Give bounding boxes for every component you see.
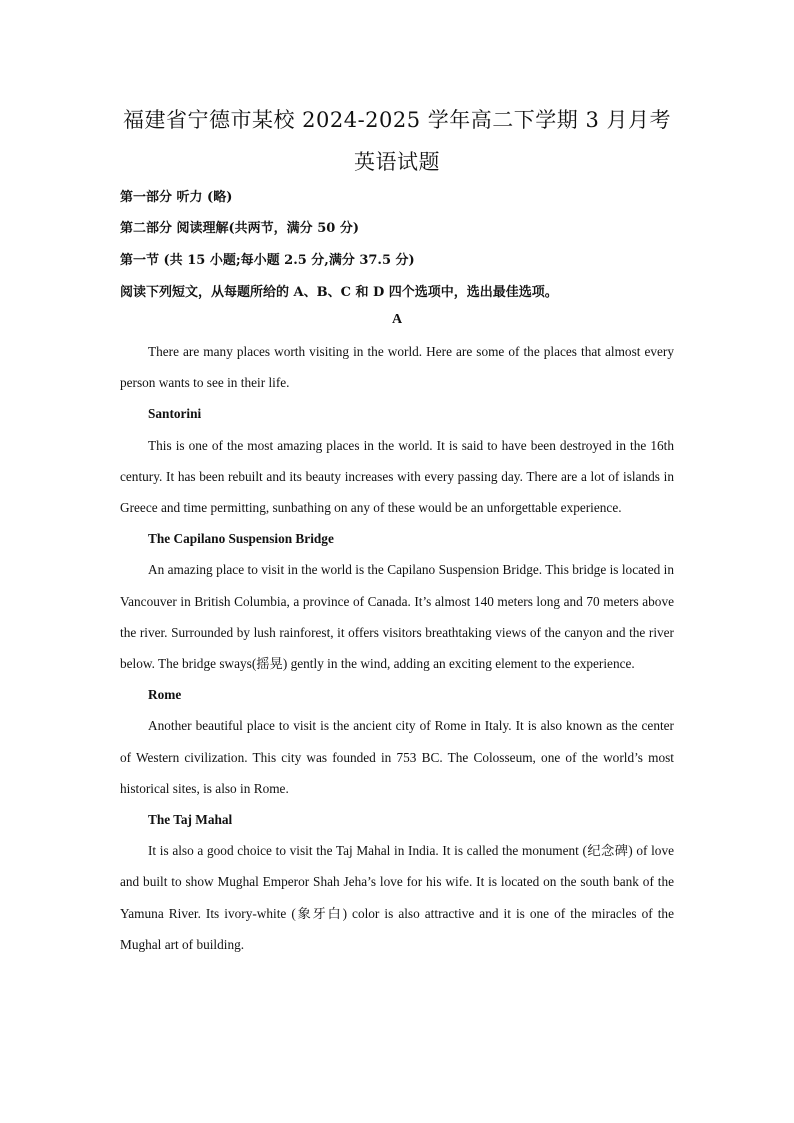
section-heading-taj-mahal: The Taj Mahal	[148, 812, 233, 828]
section-heading-rome: Rome	[148, 687, 182, 703]
passage-label: A	[391, 312, 403, 327]
section-text-capilano: An amazing place to visit in the world is the Capilano Suspension Bridge. This bridge is located in Vancouver in British Columbia, a province of Canada. It’s almost 140 meters long and 70 meters above the river. Surrounded by lush rainforest, it offers visitors breathtaking views of the canyon and the river below. The bridge sways(摇晃) gently in the wind, adding an exciting element to the experience.	[120, 562, 674, 672]
passage-body	[120, 336, 674, 960]
exam-title: 福建省宁德市某校 2024-2025 学年高二下学期 3 月月考	[122, 108, 672, 132]
section-heading-capilano: The Capilano Suspension Bridge	[148, 531, 334, 547]
section1-heading: 第一节 (共 15 小题;每小题 2.5 分,满分 37.5 分)	[120, 253, 415, 268]
section-text-taj-mahal: It is also a good choice to visit the Taj Mahal in India. It is called the monument (纪念碑) of love and built to show Mughal Emperor Shah Jeha’s love for his wife. It is located on the south bank of the Yamuna River. Its ivory-white (象牙白) color is also attractive and it is one of the miracles of the Mughal art of building.	[120, 843, 674, 952]
reading-instruction: 阅读下列短文，从每题所给的 A、B、C 和 D 四个选项中，选出最佳选项。	[120, 285, 558, 300]
part2-heading: 第二部分 阅读理解(共两节，满分 50 分)	[120, 221, 359, 236]
part1-heading: 第一部分 听力 (略)	[120, 190, 233, 205]
section-text-rome: Another beautiful place to visit is the ancient city of Rome in Italy. It is also known as the center of Western civilization. This city was founded in 753 BC. The Colosseum, one of the world’s most historical sites, is also in Rome.	[120, 718, 674, 796]
section-text-santorini: This is one of the most amazing places in the world. It is said to have been destroyed in the 16th century. It has been rebuilt and its beauty increases with every passing day. There are a lot of islands in Greece and time permitting, sunbathing on any of these would be an unforgettable experience.	[120, 437, 674, 516]
passage-intro: There are many places worth visiting in the world. Here are some of the places that almost every person wants to see in their life.	[120, 344, 674, 391]
exam-subject-title: 英语试题	[354, 150, 440, 174]
section-heading-santorini: Santorini	[148, 406, 202, 422]
